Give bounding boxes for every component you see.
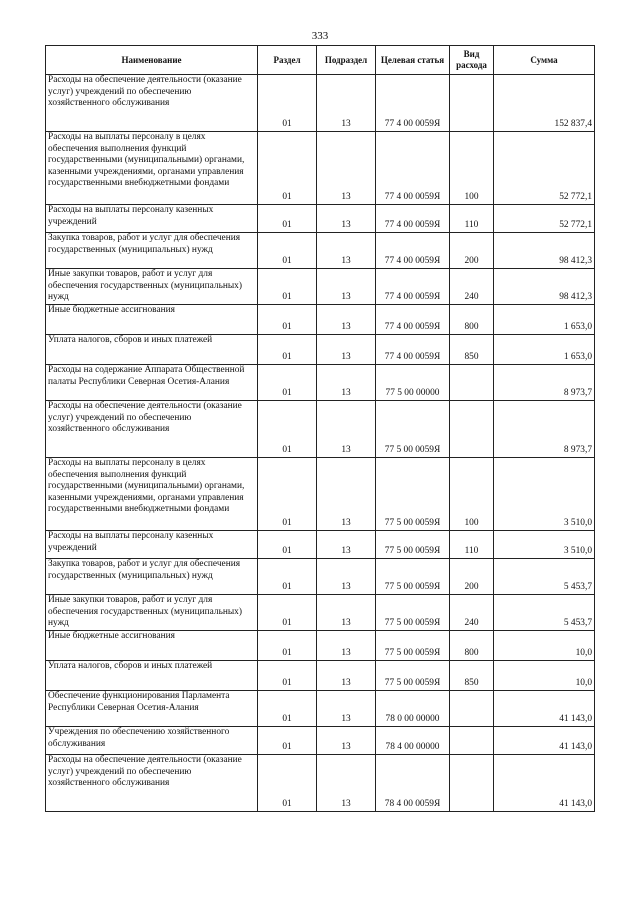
row-expense-type: 240 bbox=[450, 595, 494, 631]
row-expense-type: 100 bbox=[450, 132, 494, 205]
table-row bbox=[46, 595, 595, 631]
row-expense-type: 240 bbox=[450, 269, 494, 305]
row-target: 77 5 00 0059Я bbox=[376, 661, 450, 691]
row-sum: 41 143,0 bbox=[494, 727, 595, 755]
row-expense-type bbox=[450, 365, 494, 401]
row-sum: 98 412,3 bbox=[494, 233, 595, 269]
column-header-subsection: Подраздел bbox=[317, 46, 376, 75]
row-expense-type bbox=[450, 691, 494, 727]
table-row bbox=[46, 531, 595, 559]
row-expense-type: 800 bbox=[450, 305, 494, 335]
row-subsection: 13 bbox=[317, 595, 376, 631]
row-subsection: 13 bbox=[317, 305, 376, 335]
row-sum: 8 973,7 bbox=[494, 365, 595, 401]
row-subsection: 13 bbox=[317, 205, 376, 233]
row-subsection: 13 bbox=[317, 335, 376, 365]
row-target: 77 5 00 0059Я bbox=[376, 401, 450, 458]
table-row bbox=[46, 631, 595, 661]
row-name: Иные закупки товаров, работ и услуг для обеспечения государственных (муниципальных) нужд bbox=[46, 595, 258, 631]
column-header-section: Раздел bbox=[258, 46, 317, 75]
row-target: 77 4 00 0059Я bbox=[376, 75, 450, 132]
row-target: 77 5 00 0059Я bbox=[376, 595, 450, 631]
table-row bbox=[46, 458, 595, 531]
row-subsection: 13 bbox=[317, 727, 376, 755]
row-subsection: 13 bbox=[317, 691, 376, 727]
row-sum: 8 973,7 bbox=[494, 401, 595, 458]
row-name: Иные бюджетные ассигнования bbox=[46, 631, 258, 661]
row-section: 01 bbox=[258, 661, 317, 691]
row-section: 01 bbox=[258, 458, 317, 531]
row-sum: 52 772,1 bbox=[494, 132, 595, 205]
row-target: 78 4 00 00000 bbox=[376, 727, 450, 755]
budget-table bbox=[45, 45, 595, 812]
row-target: 77 5 00 00000 bbox=[376, 365, 450, 401]
row-subsection: 13 bbox=[317, 661, 376, 691]
row-section: 01 bbox=[258, 559, 317, 595]
table-row bbox=[46, 365, 595, 401]
row-expense-type: 850 bbox=[450, 335, 494, 365]
table-row bbox=[46, 305, 595, 335]
row-target: 77 4 00 0059Я bbox=[376, 335, 450, 365]
table-row bbox=[46, 401, 595, 458]
row-section: 01 bbox=[258, 631, 317, 661]
row-name: Обеспечение функционирования Парламента Республики Северная Осетия-Алания bbox=[46, 691, 258, 727]
row-name: Закупка товаров, работ и услуг для обеспечения государственных (муниципальных) нужд bbox=[46, 233, 258, 269]
table-row bbox=[46, 132, 595, 205]
row-sum: 10,0 bbox=[494, 661, 595, 691]
row-section: 01 bbox=[258, 335, 317, 365]
row-target: 77 4 00 0059Я bbox=[376, 305, 450, 335]
column-header-target: Целевая статья bbox=[376, 46, 450, 75]
row-subsection: 13 bbox=[317, 559, 376, 595]
row-expense-type bbox=[450, 401, 494, 458]
row-sum: 98 412,3 bbox=[494, 269, 595, 305]
table-row bbox=[46, 559, 595, 595]
row-expense-type: 200 bbox=[450, 559, 494, 595]
row-section: 01 bbox=[258, 305, 317, 335]
row-section: 01 bbox=[258, 727, 317, 755]
row-name: Расходы на обеспечение деятельности (оказание услуг) учреждений по обеспечению хозяйственного обслуживания bbox=[46, 755, 258, 812]
row-target: 77 4 00 0059Я bbox=[376, 132, 450, 205]
row-subsection: 13 bbox=[317, 755, 376, 812]
row-section: 01 bbox=[258, 595, 317, 631]
row-target: 77 5 00 0059Я bbox=[376, 631, 450, 661]
table-row bbox=[46, 205, 595, 233]
row-expense-type bbox=[450, 755, 494, 812]
row-target: 78 0 00 00000 bbox=[376, 691, 450, 727]
row-target: 77 4 00 0059Я bbox=[376, 233, 450, 269]
row-sum: 3 510,0 bbox=[494, 531, 595, 559]
row-name: Иные бюджетные ассигнования bbox=[46, 305, 258, 335]
table-row bbox=[46, 233, 595, 269]
row-expense-type: 110 bbox=[450, 205, 494, 233]
row-sum: 3 510,0 bbox=[494, 458, 595, 531]
row-sum: 41 143,0 bbox=[494, 755, 595, 812]
row-subsection: 13 bbox=[317, 531, 376, 559]
row-sum: 52 772,1 bbox=[494, 205, 595, 233]
page-number: 333 bbox=[311, 30, 329, 42]
row-name: Учреждения по обеспечению хозяйственного обслуживания bbox=[46, 727, 258, 755]
row-section: 01 bbox=[258, 365, 317, 401]
row-name: Уплата налогов, сборов и иных платежей bbox=[46, 661, 258, 691]
row-subsection: 13 bbox=[317, 401, 376, 458]
row-name: Расходы на выплаты персоналу казенных учреждений bbox=[46, 205, 258, 233]
row-name: Расходы на обеспечение деятельности (оказание услуг) учреждений по обеспечению хозяйственного обслуживания bbox=[46, 401, 258, 458]
row-sum: 5 453,7 bbox=[494, 595, 595, 631]
row-subsection: 13 bbox=[317, 233, 376, 269]
row-target: 78 4 00 0059Я bbox=[376, 755, 450, 812]
row-subsection: 13 bbox=[317, 269, 376, 305]
row-expense-type: 110 bbox=[450, 531, 494, 559]
row-name: Уплата налогов, сборов и иных платежей bbox=[46, 335, 258, 365]
row-target: 77 5 00 0059Я bbox=[376, 458, 450, 531]
row-sum: 1 653,0 bbox=[494, 305, 595, 335]
row-expense-type: 850 bbox=[450, 661, 494, 691]
row-section: 01 bbox=[258, 691, 317, 727]
row-sum: 10,0 bbox=[494, 631, 595, 661]
row-name: Иные закупки товаров, работ и услуг для обеспечения государственных (муниципальных) нужд bbox=[46, 269, 258, 305]
table-row bbox=[46, 335, 595, 365]
table-row bbox=[46, 727, 595, 755]
column-header-expense-type: Вид расхода bbox=[450, 46, 494, 75]
row-target: 77 4 00 0059Я bbox=[376, 205, 450, 233]
table-row bbox=[46, 661, 595, 691]
row-section: 01 bbox=[258, 132, 317, 205]
row-section: 01 bbox=[258, 233, 317, 269]
table-row bbox=[46, 755, 595, 812]
row-sum: 152 837,4 bbox=[494, 75, 595, 132]
row-subsection: 13 bbox=[317, 458, 376, 531]
row-subsection: 13 bbox=[317, 365, 376, 401]
row-subsection: 13 bbox=[317, 132, 376, 205]
row-expense-type: 200 bbox=[450, 233, 494, 269]
row-sum: 5 453,7 bbox=[494, 559, 595, 595]
row-name: Расходы на обеспечение деятельности (оказание услуг) учреждений по обеспечению хозяйственного обслуживания bbox=[46, 75, 258, 132]
table-row bbox=[46, 269, 595, 305]
row-expense-type bbox=[450, 75, 494, 132]
row-target: 77 5 00 0059Я bbox=[376, 559, 450, 595]
row-expense-type: 100 bbox=[450, 458, 494, 531]
row-name: Расходы на содержание Аппарата Общественной палаты Республики Северная Осетия-Алания bbox=[46, 365, 258, 401]
row-sum: 41 143,0 bbox=[494, 691, 595, 727]
row-section: 01 bbox=[258, 401, 317, 458]
table-row bbox=[46, 691, 595, 727]
row-expense-type: 800 bbox=[450, 631, 494, 661]
row-section: 01 bbox=[258, 75, 317, 132]
row-section: 01 bbox=[258, 269, 317, 305]
row-target: 77 5 00 0059Я bbox=[376, 531, 450, 559]
row-name: Расходы на выплаты персоналу в целях обеспечения выполнения функций государственными (муниципальными) органами, казенными учреждениями, органами управления государственными внебюджетными фондами bbox=[46, 458, 258, 531]
row-name: Расходы на выплаты персоналу казенных учреждений bbox=[46, 531, 258, 559]
row-section: 01 bbox=[258, 205, 317, 233]
row-sum: 1 653,0 bbox=[494, 335, 595, 365]
column-header-name: Наименование bbox=[46, 46, 258, 75]
row-expense-type bbox=[450, 727, 494, 755]
row-section: 01 bbox=[258, 755, 317, 812]
column-header-sum: Сумма bbox=[494, 46, 595, 75]
row-name: Расходы на выплаты персоналу в целях обеспечения выполнения функций государственными (муниципальными) органами, казенными учреждениями, органами управления государственными внебюджетными фондами bbox=[46, 132, 258, 205]
row-subsection: 13 bbox=[317, 631, 376, 661]
table-header-row bbox=[46, 46, 595, 75]
row-name: Закупка товаров, работ и услуг для обеспечения государственных (муниципальных) нужд bbox=[46, 559, 258, 595]
row-section: 01 bbox=[258, 531, 317, 559]
row-target: 77 4 00 0059Я bbox=[376, 269, 450, 305]
table-row bbox=[46, 75, 595, 132]
row-subsection: 13 bbox=[317, 75, 376, 132]
